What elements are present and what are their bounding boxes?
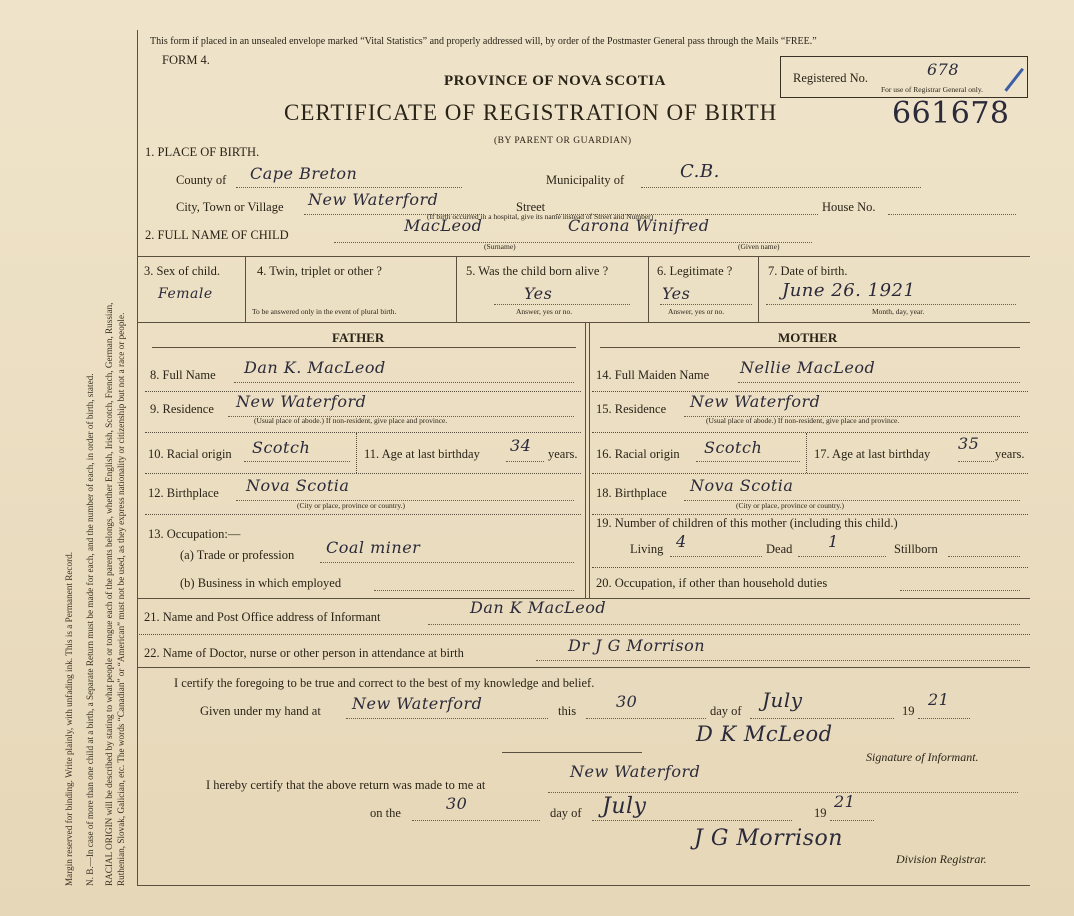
date-of-birth-label: 7. Date of birth. <box>768 264 848 278</box>
father-race-label: 10. Racial origin <box>148 447 232 461</box>
mother-name-label: 14. Full Maiden Name <box>596 368 710 382</box>
child-given-value: Carona Winifred <box>568 216 710 235</box>
legitimate-label: 6. Legitimate ? <box>657 264 733 278</box>
mother-age-value: 35 <box>958 434 980 453</box>
born-alive-note: Answer, yes or no. <box>516 307 573 316</box>
surname-note: (Surname) <box>484 242 516 251</box>
father-birthplace-note: (City or place, province or country.) <box>297 501 406 510</box>
certify-statement: I certify the foregoing to be true and correct to the best of my knowledge and belief. <box>174 676 595 690</box>
mother-race-label: 16. Racial origin <box>596 447 680 461</box>
mother-heading: MOTHER <box>778 330 838 345</box>
certify-month-value: July <box>762 688 803 712</box>
city-value: New Waterford <box>308 190 439 209</box>
street-label: Street <box>516 200 546 214</box>
city-label: City, Town or Village <box>176 200 284 214</box>
registrar-note: For use of Registrar General only. <box>881 85 983 94</box>
registrar-signature: J G Morrison <box>694 826 843 851</box>
certify-year-value: 21 <box>928 690 950 709</box>
mother-residence-label: 15. Residence <box>596 402 667 416</box>
registrar-place-value: New Waterford <box>570 762 701 781</box>
mother-age-label: 17. Age at last birthday <box>814 447 931 461</box>
sex-value: Female <box>158 286 213 302</box>
sex-label: 3. Sex of child. <box>144 264 221 278</box>
hospital-note: (If birth occurred in a hospital, give its name instead of Street and Number) <box>427 212 654 221</box>
doctor-value: Dr J G Morrison <box>568 636 706 655</box>
signature-informant-label: Signature of Informant. <box>866 750 979 764</box>
date-of-birth-value: June 26. 1921 <box>782 280 916 301</box>
registered-value: 678 <box>927 60 960 79</box>
mail-notice: This form if placed in an unsealed envelope marked “Vital Statistics” and properly addressed will, by order of the Postmaster General pass through the Mails “FREE.” <box>150 36 817 47</box>
father-residence-value: New Waterford <box>236 392 367 411</box>
margin-divider <box>137 30 138 885</box>
certify-day-value: 30 <box>616 692 638 711</box>
mother-children-label: 19. Number of children of this mother (including this child.) <box>596 516 898 530</box>
given-name-note: (Given name) <box>738 242 780 251</box>
father-birthplace-value: Nova Scotia <box>246 476 350 495</box>
margin-nb-note: N. B.—In case of more than one child at a birth, a Separate Return must be made for each, and the number of each, in order of birth, stated. <box>85 373 95 886</box>
form-bottom-border <box>137 885 1030 886</box>
check-mark-icon <box>987 54 1024 91</box>
registration-box <box>780 56 1028 98</box>
father-heading: FATHER <box>332 330 385 345</box>
county-label: County of <box>176 173 227 187</box>
living-label: Living <box>630 542 664 556</box>
registrar-day-value: 30 <box>446 794 468 813</box>
page-subtitle: (BY PARENT OR GUARDIAN) <box>494 136 632 146</box>
county-value: Cape Breton <box>250 164 358 183</box>
province-heading: PROVINCE OF NOVA SCOTIA <box>444 73 666 89</box>
father-trade-label: (a) Trade or profession <box>180 548 295 562</box>
municipality-label: Municipality of <box>546 173 625 187</box>
dead-label: Dead <box>766 542 793 556</box>
father-name-label: 8. Full Name <box>150 368 216 382</box>
registrar-month-value: July <box>602 794 647 819</box>
registration-number-handwritten: 661678 <box>892 96 1010 131</box>
mother-residence-note: (Usual place of abode.) If non-resident, give place and province. <box>706 416 900 425</box>
born-alive-label: 5. Was the child born alive ? <box>466 264 609 278</box>
child-name-label: 2. FULL NAME OF CHILD <box>145 228 289 242</box>
margin-racial-note-1: RACIAL ORIGIN will be described by stating to what people or tongue each of the parents belongs, whether English, Irish, Scotch, French, German, Russian, <box>104 302 114 886</box>
born-alive-value: Yes <box>524 284 553 303</box>
mother-residence-value: New Waterford <box>690 392 821 411</box>
registrar-statement: I hereby certify that the above return was made to me at <box>206 778 486 792</box>
father-residence-label: 9. Residence <box>150 402 214 416</box>
stillborn-label: Stillborn <box>894 542 938 556</box>
father-name-value: Dan K. MacLeod <box>244 358 386 377</box>
legitimate-value: Yes <box>662 284 691 303</box>
legitimate-note: Answer, yes or no. <box>668 307 725 316</box>
living-value: 4 <box>676 532 687 551</box>
place-of-birth-label: 1. PLACE OF BIRTH. <box>145 145 260 159</box>
father-birthplace-label: 12. Birthplace <box>148 486 219 500</box>
date-of-birth-note: Month, day, year. <box>872 307 925 316</box>
registrar-year-value: 21 <box>834 792 856 811</box>
mother-race-value: Scotch <box>704 438 763 457</box>
mother-occupation-label: 20. Occupation, if other than household duties <box>596 576 828 590</box>
mother-birthplace-note: (City or place, province or country.) <box>736 501 845 510</box>
doctor-label: 22. Name of Doctor, nurse or other person in attendance at birth <box>144 646 464 660</box>
plurality-note: To be answered only in the event of plural birth. <box>252 307 397 316</box>
father-residence-note: (Usual place of abode.) If non-resident, give place and province. <box>254 416 448 425</box>
division-registrar-label: Division Registrar. <box>896 852 987 866</box>
registrar-year-prefix: 19 <box>814 806 827 820</box>
father-age-label: 11. Age at last birthday <box>364 447 480 461</box>
form-number: FORM 4. <box>162 53 210 67</box>
child-surname-value: MacLeod <box>404 216 483 235</box>
certify-year-prefix: 19 <box>902 704 915 718</box>
dead-value: 1 <box>828 532 839 551</box>
margin-binding-note: Margin reserved for binding. Write plainly, with unfading ink. This is a Permanent Record. <box>64 551 74 886</box>
mother-years-label: years. <box>995 447 1025 461</box>
mother-name-value: Nellie MacLeod <box>740 358 876 377</box>
house-number-label: House No. <box>822 200 876 214</box>
mother-birthplace-label: 18. Birthplace <box>596 486 667 500</box>
on-the-label: on the <box>370 806 401 820</box>
given-under-label: Given under my hand at <box>200 704 321 718</box>
registered-label: Registered No. <box>793 71 868 85</box>
informant-label: 21. Name and Post Office address of Informant <box>144 610 381 624</box>
father-race-value: Scotch <box>252 438 311 457</box>
plurality-label: 4. Twin, triplet or other ? <box>257 264 382 278</box>
this-label: this <box>558 704 577 718</box>
informant-signature: D K McLeod <box>696 722 833 746</box>
municipality-value: C.B. <box>680 161 720 182</box>
father-business-label: (b) Business in which employed <box>180 576 342 590</box>
registrar-dayof-label: day of <box>550 806 582 820</box>
margin-racial-note-2: Ruthenian, Slovak, Galician, etc. The words “Canadian” or “American” must not be used, as they express nationality or citizenship but not a race or people. <box>116 312 126 886</box>
given-place-value: New Waterford <box>352 694 483 713</box>
informant-value: Dan K MacLeod <box>470 598 607 617</box>
mother-birthplace-value: Nova Scotia <box>690 476 794 495</box>
certify-dayof-label: day of <box>710 704 742 718</box>
page-title: CERTIFICATE OF REGISTRATION OF BIRTH <box>284 100 778 125</box>
father-years-label: years. <box>548 447 578 461</box>
father-occupation-label: 13. Occupation:— <box>148 527 241 541</box>
father-trade-value: Coal miner <box>326 538 421 557</box>
father-age-value: 34 <box>510 436 532 455</box>
